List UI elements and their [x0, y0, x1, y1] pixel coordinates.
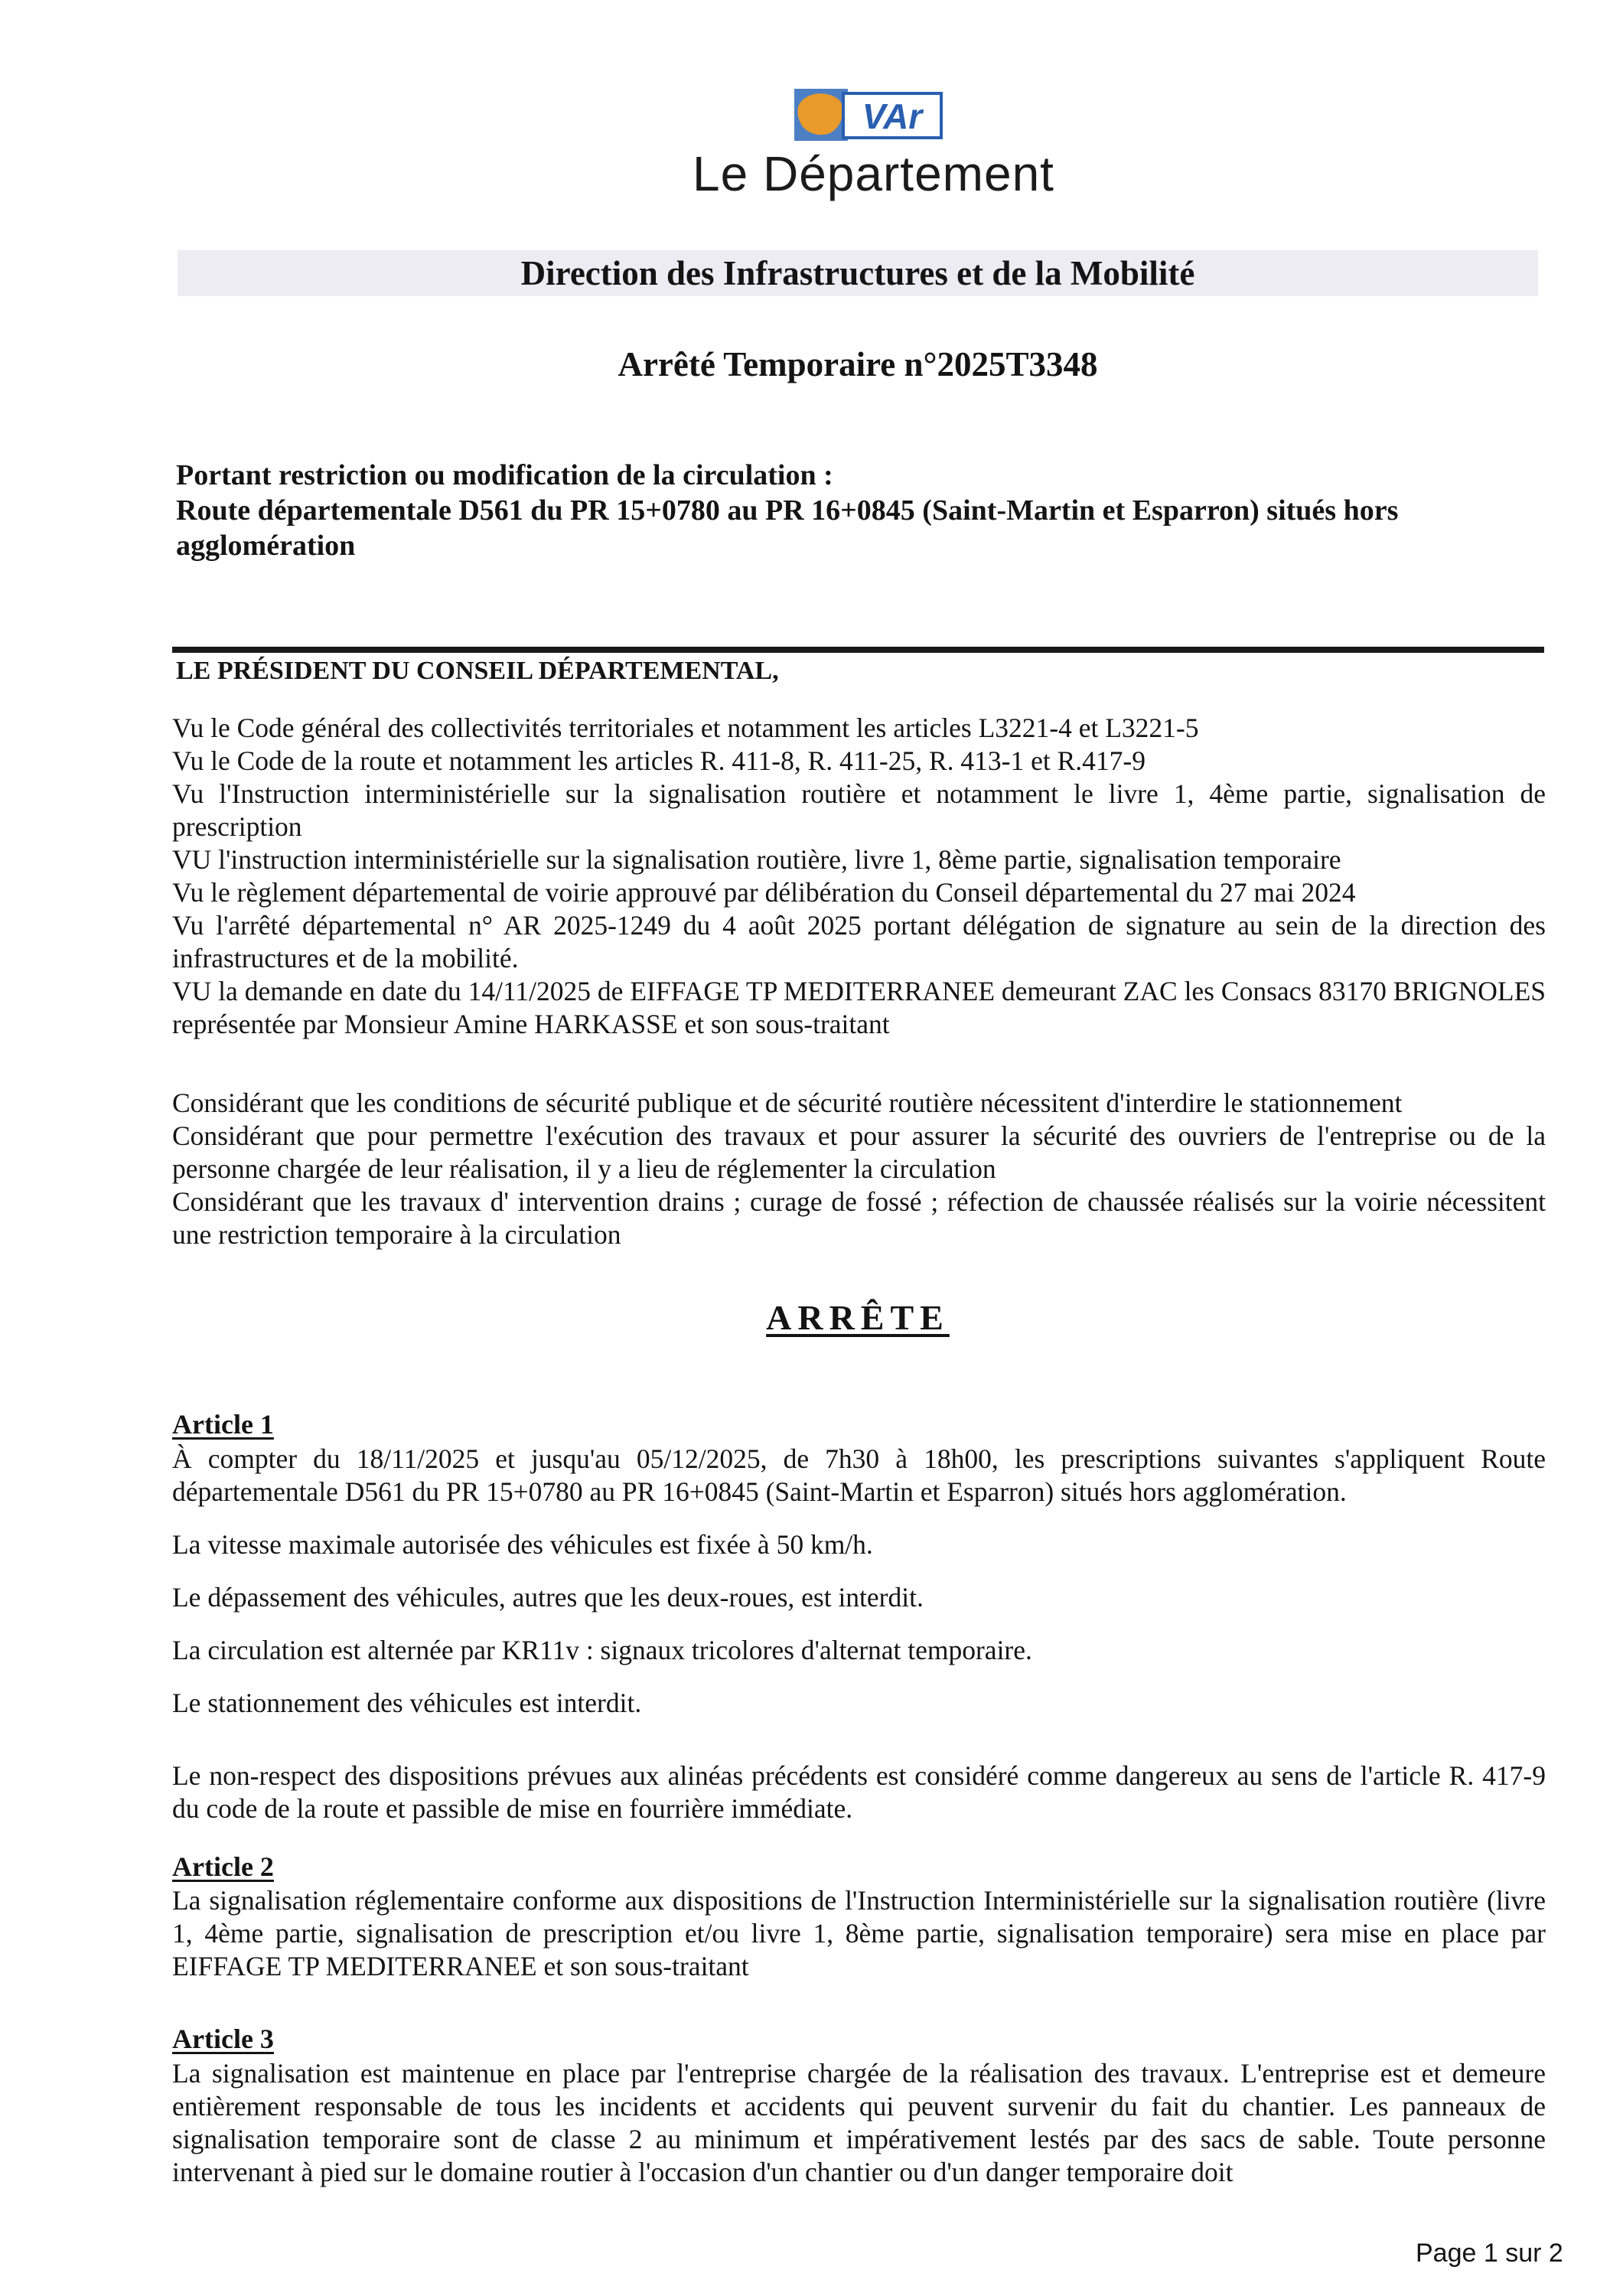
article-2-paragraph: La signalisation réglementaire conforme aux dispositions de l'Instruction Interministérielle sur la signalisation routière (livre 1, 4ème partie, signalisation de prescription et/ou livre 1, 8ème partie, signalisation temporaire) sera mise en place par EIFFAGE TP MEDITERRANEE et son sous-traitant	[172, 1885, 1546, 1981]
visa-item: Vu le Code général des collectivités territoriales et notamment les articles L3221-4 et L3221-5	[172, 713, 1199, 743]
separator-rule	[172, 647, 1544, 653]
arrete-heading-text: ARRÊTE	[766, 1298, 950, 1337]
visa-item: Vu l'arrêté départemental n° AR 2025-1249 du 4 août 2025 portant délégation de signature au sein de la direction des infrastructures et de la mobilité.	[172, 910, 1546, 974]
considerants-block	[172, 1087, 1546, 1251]
visa-item: VU la demande en date du 14/11/2025 de EIFFAGE TP MEDITERRANEE demeurant ZAC les Consacs 83170 BRIGNOLES représentée par Monsieur Amine HARKASSE et son sous-traitant	[172, 976, 1546, 1039]
arrete-number: Arrêté Temporaire n°2025T3348	[618, 345, 1098, 383]
var-department-logo	[793, 86, 946, 145]
article-1-paragraph: À compter du 18/11/2025 et jusqu'au 05/12/2025, de 7h30 à 18h00, les prescriptions suivantes s'appliquent Route départementale D561 du PR 15+0780 au PR 16+0845 (Saint-Martin et Esparron) situés hors agglomération.	[172, 1443, 1546, 1507]
article-1-paragraph: Le stationnement des véhicules est interdit.	[172, 1688, 642, 1718]
subject-block	[176, 458, 1546, 563]
article-3-body	[172, 2057, 1546, 2209]
article-1-paragraph: La circulation est alternée par KR11v : signaux tricolores d'alternat temporaire.	[172, 1635, 1032, 1665]
visa-item: VU l'instruction interministérielle sur la signalisation routière, livre 1, 8ème partie, signalisation temporaire	[172, 844, 1341, 875]
page-number: Page 1 sur 2	[1416, 2239, 1563, 2268]
article-2-body	[172, 1884, 1546, 2003]
article-1-paragraph: Le non-respect des dispositions prévues aux alinéas précédents est considéré comme dangereux au sens de l'article R. 417-9 du code de la route et passible de mise en fourrière immédiate.	[172, 1760, 1546, 1824]
subject-line-2: Route départementale D561 du PR 15+0780 au PR 16+0845 (Saint-Martin et Esparron) situés hors agglomération	[176, 494, 1399, 562]
president-heading: LE PRÉSIDENT DU CONSEIL DÉPARTEMENTAL,	[176, 657, 779, 685]
considerant-item: Considérant que pour permettre l'exécution des travaux et pour assurer la sécurité des ouvriers de l'entreprise ou de la personne chargée de leur réalisation, il y a lieu de réglementer la circulation	[172, 1120, 1546, 1184]
visa-item: Vu l'Instruction interministérielle sur la signalisation routière et notamment le livre 1, 4ème partie, signalisation de prescription	[172, 778, 1546, 842]
logo-text: VAr	[862, 96, 923, 136]
considerant-item: Considérant que les travaux d' intervention drains ; curage de fossé ; réfection de chaussée réalisés sur la voirie nécessitent une restriction temporaire à la circulation	[172, 1186, 1546, 1250]
subject-line-1: Portant restriction ou modification de la circulation :	[176, 459, 833, 491]
article-1-paragraph: Le dépassement des véhicules, autres que les deux-roues, est interdit.	[172, 1582, 924, 1613]
article-2-title: Article 2	[172, 1851, 274, 1882]
department-wordmark: Le Département	[693, 146, 1054, 201]
direction-title: Direction des Infrastructures et de la Mobilité	[520, 254, 1195, 292]
considerant-item: Considérant que les conditions de sécurité publique et de sécurité routière nécessitent d'interdire le stationnement	[172, 1088, 1403, 1118]
article-1-title: Article 1	[172, 1409, 274, 1440]
arrete-heading	[178, 1297, 1538, 1338]
visa-item: Vu le règlement départemental de voirie approuvé par délibération du Conseil départemental du 27 mai 2024	[172, 877, 1356, 908]
visa-item: Vu le Code de la route et notamment les articles R. 411-8, R. 411-25, R. 413-1 et R.417-9	[172, 745, 1146, 776]
article-1-body	[172, 1443, 1546, 1845]
article-3-title: Article 3	[172, 2024, 274, 2054]
visas-block	[172, 712, 1546, 1041]
article-1-paragraph: La vitesse maximale autorisée des véhicules est fixée à 50 km/h.	[172, 1529, 873, 1560]
article-3-paragraph: La signalisation est maintenue en place par l'entreprise chargée de la réalisation des travaux. L'entreprise est et demeure entièrement responsable de tous les incidents et accidents qui peuvent survenir du fait du chantier. Les panneaux de signalisation temporaire sont de classe 2 au minimum et impérativement lestés par des sacs de sable. Toute personne intervenant à pied sur le domaine routier à l'occasion d'un chantier ou d'un danger temporaire doit	[172, 2058, 1546, 2187]
